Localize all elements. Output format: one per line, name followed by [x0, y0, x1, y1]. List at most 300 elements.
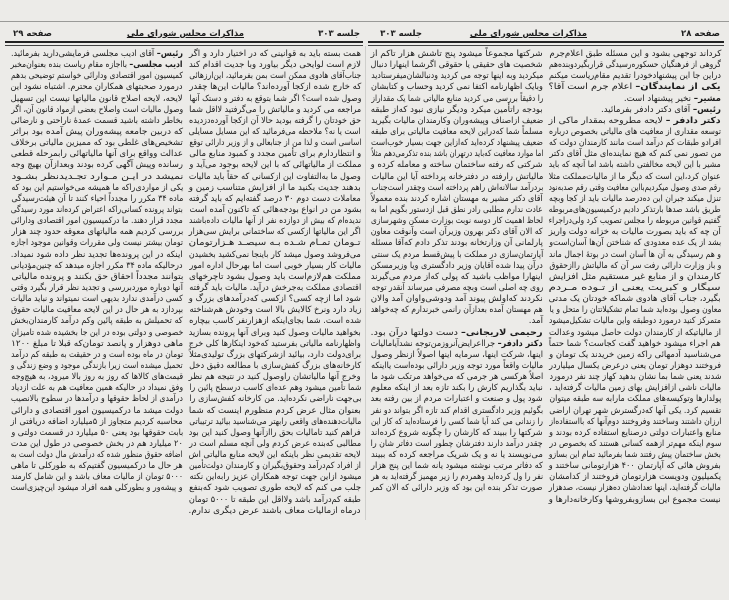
line-content: هم اجراء میشود خواهید گفت کجاست؟ شما حتماً	[549, 338, 721, 349]
line-content: که خارج شده ازکجا آورده‌اند؟ مالیات این‌ها چقدر	[189, 82, 361, 93]
text-line	[189, 227, 361, 238]
text-line	[549, 183, 721, 194]
text-line	[549, 372, 721, 383]
text-line	[11, 339, 183, 350]
text-line	[549, 305, 721, 316]
text-line	[189, 238, 361, 249]
text-column	[189, 49, 361, 517]
text-line	[549, 261, 721, 272]
line-content: می‌نویسند یا نه و یک شریک مراجعه کرده که ببیند	[371, 450, 543, 461]
text-line	[189, 60, 361, 71]
line-content: رسانده وپیش آگهی کرده بودند وبعدازآن بهیچ وجه	[11, 160, 183, 171]
line-content: اینهارا مواظب باشید که پولی کەاز مردم می‌گیرند	[371, 271, 543, 282]
line-content: بعنوان مثال عرض کردم منظورم اینست که شما	[189, 405, 361, 416]
line-content: ضعیف پیشنهاد کرده‌اید کەازاین جهت بسیار خوب‌است	[371, 138, 543, 149]
line-content: بدهند جدیت بکنید ما از افزایش متناسب زمین و	[189, 182, 361, 193]
line-content: منابع واعتبارات دولتی درصنایع استفاده کرده بودند و	[549, 427, 721, 438]
text-line	[189, 506, 361, 517]
line-content: لایحه تقدیمی نظر باینکه این لایحه منابع مالیاتی اش	[189, 450, 361, 461]
line-content: نمیشد در ایـن مـوارد تجـدیدنظر بشـود	[11, 171, 183, 182]
line-content	[371, 328, 543, 339]
line-content: نباید بگذاریم کارش را بکند تازه بعد از اینکه معلوم	[371, 383, 543, 394]
line-content: سوم اینکه مهم‌تر ازهمه کسانی هستند که بخصوص در	[549, 438, 721, 449]
text-line	[11, 450, 183, 461]
text-line	[549, 138, 721, 149]
line-content: و باز وزارت دارائی رفت سر آن که مالیاتش رااز‌حقوق	[549, 260, 721, 271]
line-content: شخصیت های حقیقی یا حقوقی اگرشما اینهارا دنبال	[371, 60, 543, 71]
text-line	[189, 495, 361, 506]
text-line	[189, 160, 361, 171]
text-line	[189, 406, 361, 417]
line-content: هر حال ما درکمیسیون گفتیم‌که به طورکلی تا ماهی	[11, 461, 183, 472]
line-content: مالیات‌دهنده‌های واقعی رابهتر می‌شناسید بیائید ترتیباتی	[189, 416, 361, 427]
text-line	[371, 272, 543, 283]
text-line	[189, 172, 361, 183]
text-line	[549, 406, 721, 417]
line-content: اما موارد معافیت کەباید درتهران باشد بنده تذکرمی‌دهم مثلاً	[371, 149, 543, 160]
speaker-name: دکتر دادفر–	[497, 338, 543, 349]
line-content: مالیات کار بسیار خوبی است اما بهرحال اداره امور	[189, 260, 361, 271]
text-line	[189, 316, 361, 327]
text-line	[11, 428, 183, 439]
line-content: تحمیل میشده است زیرا بازندگی موجود و وضع زندگی و	[11, 360, 183, 371]
text-line	[189, 450, 361, 461]
text-line	[11, 160, 183, 171]
text-line	[371, 127, 543, 138]
line-content: لازم است لوایحی دیگر بیاورد وبا جدیت اقدام کند	[189, 60, 361, 71]
line-content: مالیات واقعاً مورد توجه وزیر دارائی بوده‌است یااینکه	[371, 360, 543, 371]
line-content: بفروش هائی که آپارتمان ۴۰۰ هزارتومانی ساختند و	[549, 461, 721, 472]
text-line	[549, 127, 721, 138]
right-page-header	[370, 29, 722, 41]
text-line	[549, 194, 721, 205]
line-content: درحالیکه ماده ۳۴ مکرر اجازه میدهد که چنین‌مؤدیانی	[11, 260, 183, 271]
line-content: دولت میشد ما درکمیسیون امور اقتصادی و دارائی	[11, 405, 183, 416]
line-content: آنها دوباره موردبررسی و تجدید نظر قرار بگیرد وقتی	[11, 282, 183, 293]
text-line	[371, 172, 543, 183]
text-line	[371, 350, 543, 361]
line-content: متمرکز کنید درمورد دوطبقه واین مالیات تشکیل‌میشود	[549, 316, 721, 327]
text-line	[371, 183, 543, 194]
speaker-name: مشیر–	[693, 93, 721, 104]
text-line	[189, 127, 361, 138]
line-content: تشخیص‌های غلطی بود که ممیزین مالیاتی برخلاف	[11, 138, 183, 149]
text-line	[371, 194, 543, 205]
line-content: معاملات دست دوم ۳۰ درصد گفته‌ایم که باید گرفته	[189, 193, 361, 204]
text-line	[11, 272, 183, 283]
text-line	[11, 383, 183, 394]
text-line	[11, 105, 183, 116]
line-content: وبایک اظهارنامه اکتفا نمی کردید وحساب و کتابشان	[371, 82, 543, 93]
line-content: اینها، شرکت اینها، سرمایه اینها اصولاً ازنظر وصول	[371, 349, 543, 360]
text-line	[189, 194, 361, 205]
text-line	[189, 328, 361, 339]
line-content: رقم صدی وصول میکردیم‌بااین معافیت وقتی رقم صدبه‌نود	[549, 182, 721, 193]
text-line	[549, 383, 721, 394]
line-content: ۲۰ میلیارد هم در بخش خصوصی در طول این مدت	[11, 438, 183, 449]
text-line	[371, 71, 543, 82]
text-line	[371, 60, 543, 71]
line-content: جناب‌آقای هادوی ممکن است بمن بفرمائید، این‌ارزهائی	[189, 71, 361, 82]
header-rule	[368, 41, 724, 43]
text-line	[11, 283, 183, 294]
text-line	[11, 372, 183, 383]
speech-text: بااجازه مقام ریاست بنده بعنوان‌مخبر	[11, 60, 130, 71]
line-content: تومان بیشتر نیست ولی مقررات وقوانین موجود اجازه	[11, 238, 183, 249]
line-content: برای‌دولت دارد، بیائید ازشرکتهای بزرگ تولیدی‌مثلاً	[189, 349, 361, 360]
text-line	[549, 216, 721, 227]
text-line	[189, 428, 361, 439]
line-content: خصوصی و دولتی بوده در این جا بخشیده شده تامیزان	[11, 327, 183, 338]
text-line	[549, 472, 721, 483]
line-content: ارزان داشتند وساختند وفروختند دوم‌آنها که بااستفاده‌از	[549, 416, 721, 427]
speech-text: اعلام جرم است آقا؟	[549, 82, 636, 93]
text-line	[549, 238, 721, 249]
text-line	[371, 428, 543, 439]
text-line	[371, 105, 543, 116]
text-line	[371, 372, 543, 383]
text-line	[11, 194, 183, 205]
line-content: وفق نمیداد در حالیکه همین معافیت هم به علت ازدیاد	[11, 383, 183, 394]
line-content: عادت ندارم مطلبی رادر نطق قبل ازدستور بگویم اما به	[371, 204, 543, 215]
speech-text: آقای دکتر دادفر بفرمائید.	[601, 104, 693, 115]
text-line	[11, 439, 183, 450]
text-line	[11, 216, 183, 227]
text-line	[189, 116, 361, 127]
text-line	[549, 205, 721, 216]
line-content: شرکتی که رفته ساختمان ساخته و معامله کرده و	[371, 160, 543, 171]
text-line	[11, 138, 183, 149]
line-content: مسلماً شما کەدراین لایحه معافیت مالیاتی برای طبقه	[371, 126, 543, 137]
text-line	[189, 483, 361, 494]
line-content: آمد.	[528, 316, 543, 327]
text-line	[189, 94, 361, 105]
text-line	[549, 316, 721, 327]
text-line	[371, 238, 543, 249]
line-content: جلب می کنم که لایحه طوری تصویب شود کەبنفع	[189, 483, 361, 494]
line-content: کمیسیون امور اقتصادی ودارائی خواستم توضیحی بدهم	[11, 71, 183, 82]
text-line	[371, 450, 543, 461]
text-line	[189, 216, 361, 227]
line-content: آقای دکتر مشیر به مهستان اشاره کردند بنده معمولاً	[371, 193, 543, 204]
line-content: گروهی از فرهنگیان حسکوره‌رسیدگی قراربگیرد‌وبنده‌هم	[549, 60, 721, 71]
line-content: عدالت وواقع برای آنها مالیاتهائی رابمرحله قطعی	[11, 149, 183, 160]
line-content: حق خودتان را گرفته بودید حالا آن ازکجا آورده‌دزدیده	[189, 115, 361, 126]
line-content: که دفاتر مرتب نوشته میشود یانه شما این پنج هزار	[371, 461, 543, 472]
text-line	[371, 406, 543, 417]
text-line	[371, 160, 543, 171]
text-line	[371, 49, 543, 60]
text-line	[371, 205, 543, 216]
line-content: زیاد دارد ونرخ کالایش بالا است وخودش هم‌شناخته	[189, 305, 361, 316]
text-line	[11, 350, 183, 361]
left-page-header	[8, 29, 364, 41]
line-content: شود پول و صنعت و اعتبارات مردم از بین رفته بعد	[371, 394, 543, 405]
text-line	[371, 361, 543, 372]
text-line	[549, 94, 721, 105]
line-content: شرکتها مجموعاً میشود پنج تاشش هزار تاکم از	[371, 49, 543, 59]
text-line	[371, 216, 543, 227]
line-content: کارمندان و از منابع غیر مستقیم مثل افزایش	[549, 271, 721, 282]
line-content: روی چه اصلی است وبچه مصرفی میرساند آنقدر توجه	[371, 282, 543, 293]
text-line	[189, 105, 361, 116]
line-content: قیمت‌های کالاها که روز به روز بالا میرود، به هیچ‌وجه	[11, 372, 183, 383]
line-content: افرادو طبقات کم درآمد است مانند کارمندان دولت که	[549, 138, 721, 149]
text-column	[371, 49, 543, 495]
line-content: ضعیف ازاصناف وپیشەوران وکارمندان مالیات بگیرید	[371, 115, 543, 126]
text-line	[371, 461, 543, 472]
text-line	[11, 361, 183, 372]
line-content: مجدد قرار دهند. ما درکمیسیون امور اقتصادی ودارائی	[11, 216, 183, 227]
line-content: مراجعه می کردید و مالیاتش را می‌گرفتید لااقل شما	[189, 104, 361, 115]
line-content	[549, 82, 721, 93]
text-line	[371, 483, 543, 494]
text-column	[549, 49, 721, 506]
line-content: ماده ۳۴ مکرر را مجدداً احیاء کنند تا آن هیئت‌رسیدگی	[11, 193, 183, 204]
text-line	[11, 394, 183, 405]
line-content: بررسی کردیم همه مالیاتهای معوقه حدود چند هزار	[11, 227, 183, 238]
text-line	[549, 350, 721, 361]
text-line	[189, 250, 361, 261]
speech-text: نخیر پیشنهاد است.	[623, 93, 694, 104]
line-content: اینکه در این پرونده‌ها تجدید نظر داده شود نمیداد.	[11, 249, 183, 260]
line-content: ۵۰۰۰ تومان از مالیات معاف باشد و این شامل کارمند	[11, 472, 183, 483]
text-line	[371, 339, 543, 350]
line-content	[11, 60, 183, 71]
text-line	[189, 439, 361, 450]
line-content: یکمیلیون ودویست هزارتومان فروختند از کدامشان	[549, 472, 721, 483]
line-content: اصلاً هرکسی هر جرمی که می‌خواهد مرتکب شود ما	[371, 372, 543, 383]
speech-text: دست دولتها درآن بود.	[371, 327, 462, 338]
text-column	[11, 49, 183, 495]
speaker-name: رحیمی لاریجانی–	[461, 327, 543, 338]
line-content: گفتیم قوانین مربوطه را مجلس تصویب کرد ولی‌دراجراء	[549, 216, 721, 227]
line-content: اقتصادی مملکت به‌جرخش درآید. مالیات باید گرفته	[189, 282, 361, 293]
line-content: را زندانی می کند آیا شما کسی را فرستاده‌اید که کار این	[371, 416, 543, 427]
line-content: از مالیاتیکه از کارمندان دولت حاصل میشود وعدالت	[549, 327, 721, 338]
text-line	[549, 450, 721, 461]
line-content: مالیاتش رارفته در دفترخانه پرداخته آیا این مالیات	[371, 171, 543, 182]
line-content: صورت تذکر بنده این بود که وزیر دارائی که الان کمر	[371, 483, 543, 494]
line-content: بی‌جهت ناراضی نکرده‌اید. من کارخانه کفش‌سازی را	[189, 394, 361, 405]
text-line	[11, 82, 183, 93]
line-content: عنوان کرد،این است که دیگر ما از مالیات‌مملکت مثلا	[549, 171, 721, 182]
page-number: صفحه ۲۸	[681, 29, 720, 39]
text-line	[371, 250, 543, 261]
line-content: که دربین جامعه پیشەوران پیش آمده بود براثر	[11, 126, 183, 137]
speaker-name: ادیب مجلسی–	[129, 60, 183, 71]
line-content: تقسیم کرد. یکی آنها کەدرگسترش شهر تهران اراضی	[549, 405, 721, 416]
line-content: می‌شناسید آدمهائی راکه زمین خریدند یک تومان و	[549, 349, 721, 360]
text-line	[549, 417, 721, 428]
top-edge-line	[0, 21, 729, 22]
line-content: وصول شده است؟ اگر شما بتوقع به دفتر و دستک آنها	[189, 93, 361, 104]
text-line	[371, 82, 543, 93]
text-line	[549, 160, 721, 171]
line-content: پارلمانی آن وزارتخانه بودند تذکر دادم کەآقا مسئله	[371, 238, 543, 249]
line-content: مملکت از مالیاتهائی که با این لایحه بوجود می‌آید و	[189, 160, 361, 171]
header-rule	[5, 41, 363, 43]
line-content: و هم رسیدگی به آن ها آسان است در بوتهٔ اجمال ماند	[549, 249, 721, 260]
line-content: فروختند دوهزار تومان یعنی درعرض یکسال میلیاردر	[549, 360, 721, 371]
line-content: شرکتها را ببیند که کارشان را چگونه شروع کرده‌اند	[371, 427, 543, 438]
line-content: بخش ساختمان پیش رفتند شما بفرمائید تمام این بسازو	[549, 450, 721, 461]
line-content: میکردید وبه اینها توجه می کردید ودنبالشان‌میفرستادید	[371, 71, 543, 82]
line-content: درماه ازمالیات معاف باشند عرض دیگری ندارم.	[189, 505, 361, 516]
line-content: بخواهید مالیات وصول کنید وبرای آنها پرونده بسازید	[189, 327, 361, 338]
text-line	[371, 138, 543, 149]
line-content: تنزل میکند جبران این ده‌درصد مالیات باید از کجا وبچه	[549, 193, 721, 204]
text-line	[371, 439, 543, 450]
line-content: سیگار و کبریت یعنی از تـوده مـردم	[549, 282, 721, 293]
line-content: توسعه مقداری از معافیت های مالیاتی بخصوص درباره	[549, 126, 721, 137]
line-content	[11, 49, 183, 60]
text-line	[549, 483, 721, 494]
page-number: صفحه ۲۹	[13, 29, 52, 39]
line-content: وخرج آنها مالیاتشان راوصول کنید در نتیجه هم نظر	[189, 372, 361, 383]
line-content: بخاطر داشته باشید قسمت عمدهٔ ناراحتی و نارضائی	[11, 115, 183, 126]
text-line	[11, 94, 183, 105]
line-content: تومان در ماه بوده است و در حقیقت به طبقه کم درآمد	[11, 349, 183, 360]
text-line	[371, 116, 543, 127]
line-content: و پیشه‌ور و بطورکلی همه افراد میشود این‌چیزی‌است	[11, 483, 183, 494]
text-line	[189, 294, 361, 305]
text-line	[549, 250, 721, 261]
line-content: شده است. شما بجای‌اینکه ازهزارنفر کاسب بیچاره	[189, 316, 361, 327]
line-content: درآن پیدا شده آقایان وزیر دادگستری ویا وزیرمسکن	[371, 260, 543, 271]
line-content	[371, 339, 543, 350]
header-rule	[5, 45, 363, 46]
line-content: همت بسته باید به قوانینی که در اختیار دارد و اگر	[189, 49, 361, 59]
text-line	[371, 394, 543, 405]
speaker-name: دکتر دادفر –	[666, 115, 721, 126]
speaker-name: رئیس–	[692, 104, 721, 115]
line-content: دراین جا این پیشنهادخودرا تقدیم مقام‌ریاست میکنم	[549, 71, 721, 82]
text-line	[11, 172, 183, 183]
line-content: وصول ما به‌التفاوت این ازکسانی که حقاً باید مالیات	[189, 171, 361, 182]
text-line	[549, 294, 721, 305]
text-line	[549, 495, 721, 506]
running-title: مذاکرات مجلس شورای ملی	[126, 29, 244, 39]
line-content: بابت حقوقها بود یعنی ۵۰ میلیارد در قسمت دولتی و	[11, 427, 183, 438]
text-line	[189, 339, 361, 350]
line-content: درآمدی از لحاظ حقوقها و درآمدها در سطوح بالانصیب	[11, 394, 183, 405]
text-line	[11, 238, 183, 249]
text-line	[371, 294, 543, 305]
text-line	[11, 205, 183, 216]
line-content: بگوئیم وزیر دادگستری اقدام کند تازه اگر بتواند دو نفر	[371, 405, 543, 416]
text-line	[371, 261, 543, 272]
line-content: بپردازد به هر حال در این لایحه معافیت مالیات حقوق	[11, 305, 183, 316]
text-line	[189, 472, 361, 483]
header-rule	[368, 45, 724, 46]
line-content: درمورد صحبتهای همکاران محترم. اشتباه نشود این	[11, 82, 183, 93]
text-line	[189, 272, 361, 283]
text-line	[11, 227, 183, 238]
text-line	[371, 283, 543, 294]
line-content: شدند یعنی شما بما نشان بدهید کهاز چند نفر درمورد	[549, 372, 721, 383]
line-content: بتواند پرونده کسانی‌راکه اعتراض کرده‌اند مورد رسیدگی	[11, 204, 183, 215]
speaker-name: رئیس–	[156, 49, 183, 59]
line-content: آپارتمان‌سازی در مملکت با پیش‌قسط مردم یک سنتی	[371, 249, 543, 260]
line-content: که تحمیلش به طبقه پائین وکم درآمد کارمندان‌بخش	[11, 316, 183, 327]
line-content: وصول مالیات است واصلاح بعضی ازمواد قانون آن، اگر	[11, 104, 183, 115]
line-content: که الان آقای دکتر بهرون وزیرآن است وآنوقت معاون	[371, 227, 543, 238]
text-line	[11, 417, 183, 428]
text-line	[11, 305, 183, 316]
text-line	[371, 94, 543, 105]
text-line	[371, 316, 543, 327]
text-line	[189, 149, 361, 160]
line-content: مملکت هم‌لازم‌است باید وصول بشود تاچرخهای	[188, 271, 361, 282]
text-line	[549, 149, 721, 160]
text-line	[189, 361, 361, 372]
line-content: مالیات ناشی ازافزایش بهای زمین مالیات گرفته‌اید ،	[549, 383, 721, 394]
line-content: لایحه، لایحه اصلاح قانون مالیاتها نیست این تسهیل	[11, 93, 183, 104]
text-line	[549, 172, 721, 183]
text-line	[371, 328, 543, 339]
speaker-name: یکی از نمایندگان–	[635, 82, 721, 93]
text-line	[189, 205, 361, 216]
line-content	[601, 105, 721, 116]
text-line	[549, 328, 721, 339]
speech-text: لایحه مطروحه بمقدار ماکی از	[549, 115, 667, 126]
text-line	[11, 49, 183, 60]
speech-text: جرااعرایض‌آنروزمن‌توجه نشد‌آیامالیات	[371, 338, 498, 349]
text-line	[11, 328, 183, 339]
line-content: بشود من در انواع بودجه‌هائی که تاکنون آمده است	[189, 204, 361, 215]
line-content: است یا نه؟ ملاحظه می‌فرمائید که این مسایل مسایلی	[189, 126, 361, 137]
line-content: پولدارها وتوکیسه‌های مملکت مارابه سه طبقه میتوان	[549, 394, 721, 405]
speech-text: آقای ادیب مجلسی فرمایشی‌دارید بفرمائید.	[11, 49, 157, 59]
text-line	[549, 461, 721, 472]
line-content: شود اما ازچه کسی؟ ازکسی کەدرآمدهای بزرگ و	[189, 294, 361, 305]
text-line	[549, 283, 721, 294]
text-line	[549, 49, 721, 60]
text-line	[11, 483, 183, 494]
text-line	[11, 127, 183, 138]
line-content: کارخانه‌های بزرگ کفش‌سازی با مطالعه دقیق دخل	[189, 360, 361, 371]
text-line	[11, 261, 183, 272]
line-content	[624, 94, 721, 105]
text-line	[11, 183, 183, 194]
text-line	[371, 417, 543, 428]
text-line	[189, 283, 361, 294]
text-line	[549, 105, 721, 116]
text-line	[371, 305, 543, 316]
line-content	[549, 116, 721, 127]
line-content: بردرآمد سالانه‌اش راهم پرداخته است وچقدر است‌جناب	[371, 182, 543, 193]
line-content: تـومان تمـام شـده بـه سیصـد هـزارتومان	[189, 238, 361, 249]
line-content: بتوانند مجدداً احقاق حق بکنند و پرونده مالیاتی	[11, 271, 183, 282]
text-line	[11, 316, 183, 327]
text-line	[189, 138, 361, 149]
text-line	[549, 428, 721, 439]
text-line	[189, 461, 361, 472]
text-line	[11, 406, 183, 417]
line-content: مطالبی کەبنده عرض کردم ولی آنچه مسلم است در	[189, 438, 361, 449]
text-line	[549, 361, 721, 372]
line-content: ندیده‌ام که بیش از دوازده نفر از آنها مالیات داده‌باشند	[189, 216, 361, 227]
line-content: واظهارنامه مالیاتی بفرستید کەخود اینکارها کلی خرج	[189, 338, 361, 349]
line-content: مالیات گرفته‌اید، اینها تعدادشان ده‌هزار نیست، صدهزار	[549, 483, 721, 494]
text-line	[189, 183, 361, 194]
line-content: نکردند کەاولش پیوند آمد ودوشی‌واوان آمد والان	[371, 294, 543, 305]
line-content: نیست مجموع این بسازوبفروشها وکارخانه‌دارها و	[549, 494, 721, 505]
text-line	[549, 82, 721, 93]
line-content: اساسی است و لذا من از جنابعالی و از وزیر دارائی توقع	[189, 138, 361, 149]
text-line	[189, 350, 361, 361]
